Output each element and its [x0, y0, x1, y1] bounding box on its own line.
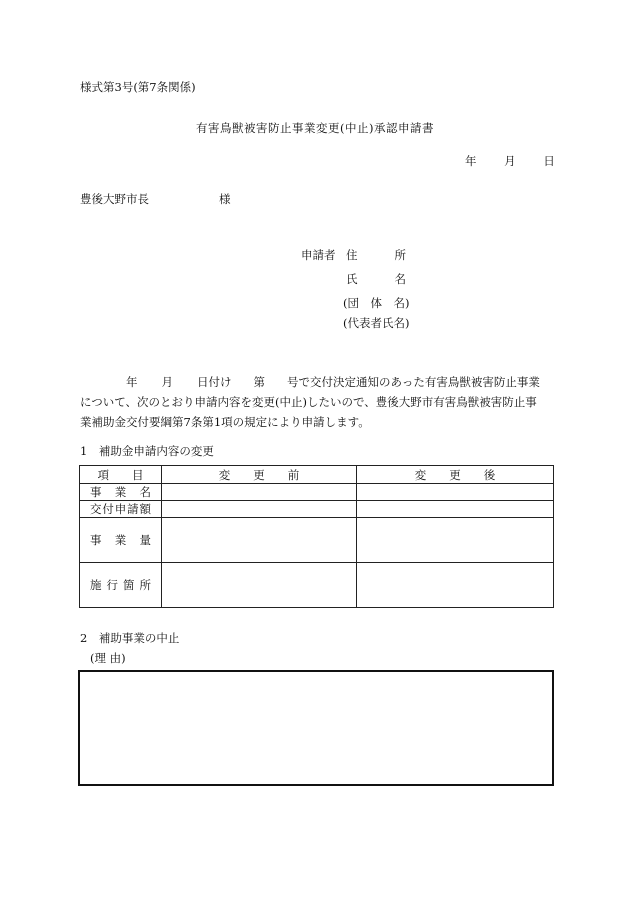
table-row — [80, 563, 554, 608]
cell-after[interactable] — [357, 518, 554, 563]
applicant-org-label: (団 体 名) — [343, 296, 410, 310]
reason-label: (理 由) — [90, 651, 126, 665]
addressee-honorific: 様 — [219, 192, 231, 206]
document-title: 有害鳥獣被害防止事業変更(中止)承認申請書 — [196, 121, 434, 135]
applicant-name-label: 氏 名 — [346, 272, 406, 286]
cell-after[interactable] — [357, 501, 554, 518]
table-header-row — [80, 466, 554, 484]
header-item: 項 目 — [80, 466, 162, 484]
body-line3: 業補助金交付要綱第7条第1項の規定により申請します。 — [80, 415, 370, 429]
date-line — [465, 156, 555, 168]
applicant-address-label: 住 所 — [346, 248, 406, 262]
date-day: 日 — [543, 154, 555, 168]
cell-before[interactable] — [162, 518, 357, 563]
row-label-amount: 交付申請額 — [80, 501, 162, 518]
body-paragraph — [80, 372, 552, 432]
body-number-prefix: 第 — [253, 375, 265, 389]
cell-before[interactable] — [162, 563, 357, 608]
table-row — [80, 484, 554, 501]
section1-heading: 1 補助金申請内容の変更 — [80, 444, 214, 458]
header-before: 変 更 前 — [162, 466, 357, 484]
row-label-location: 施行箇所 — [80, 563, 162, 608]
applicant-representative-label: (代表者氏名) — [343, 316, 410, 330]
date-month: 月 — [504, 154, 516, 168]
body-year: 年 — [126, 375, 138, 389]
addressee-name: 豊後大野市長 — [80, 192, 149, 206]
change-table — [79, 465, 554, 608]
cell-before[interactable] — [162, 501, 357, 518]
row-label-volume: 事 業 量 — [80, 518, 162, 563]
applicant-label: 申請者 — [301, 248, 336, 262]
reason-box[interactable] — [78, 670, 554, 786]
cell-after[interactable] — [357, 484, 554, 501]
cell-after[interactable] — [357, 563, 554, 608]
table-row — [80, 518, 554, 563]
body-line1-rest: 号で交付決定通知のあった有害鳥獣被害防止事業 — [287, 375, 540, 389]
body-dated: 日付け — [197, 375, 232, 389]
date-year: 年 — [465, 154, 477, 168]
body-line2: について、次のとおり申請内容を変更(中止)したいので、豊後大野市有害鳥獣被害防止事 — [80, 395, 537, 409]
row-label-project-name: 事 業 名 — [80, 484, 162, 501]
form-number: 様式第3号(第7条関係) — [80, 80, 196, 94]
cell-before[interactable] — [162, 484, 357, 501]
table-row — [80, 501, 554, 518]
section2-heading: 2 補助事業の中止 — [80, 631, 180, 645]
header-after: 変 更 後 — [357, 466, 554, 484]
body-month: 月 — [161, 375, 173, 389]
